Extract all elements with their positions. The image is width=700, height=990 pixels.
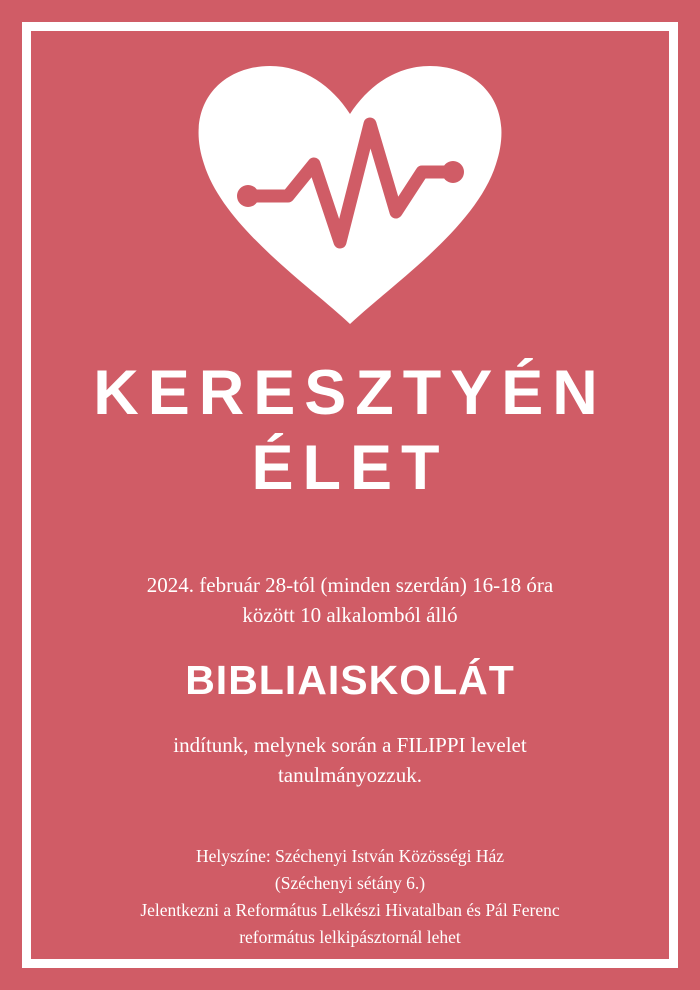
description [173,730,526,791]
page-title-line1: KERESZTYÉN [93,358,607,428]
page-title-line2: ÉLET [251,433,449,503]
highlight-text: BIBLIAISKOLÁT [185,656,515,703]
footer-line3: Jelentkezni a Református Lelkészi Hivatalban és Pál Ferenc [140,900,560,920]
footer-line2: (Széchenyi sétány 6.) [274,872,426,893]
date-info-line1: 2024. február 28-tól (minden szerdán) 16-18 óra [146,573,554,597]
poster-content [40,40,660,950]
date-info-line2: között 10 alkalomból álló [242,603,458,628]
footer-info [140,843,559,952]
date-info [147,570,553,631]
heart-with-heartbeat-icon [185,62,515,330]
description-line2: tanulmányozzuk. [277,763,423,788]
description-line1: indítunk, melynek során a FILIPPI levelet [173,732,527,757]
footer-line4: református lelkipásztornál lehet [239,927,461,948]
footer-line1: Helyszíne: Széchenyi István Közösségi Ház [195,845,505,866]
